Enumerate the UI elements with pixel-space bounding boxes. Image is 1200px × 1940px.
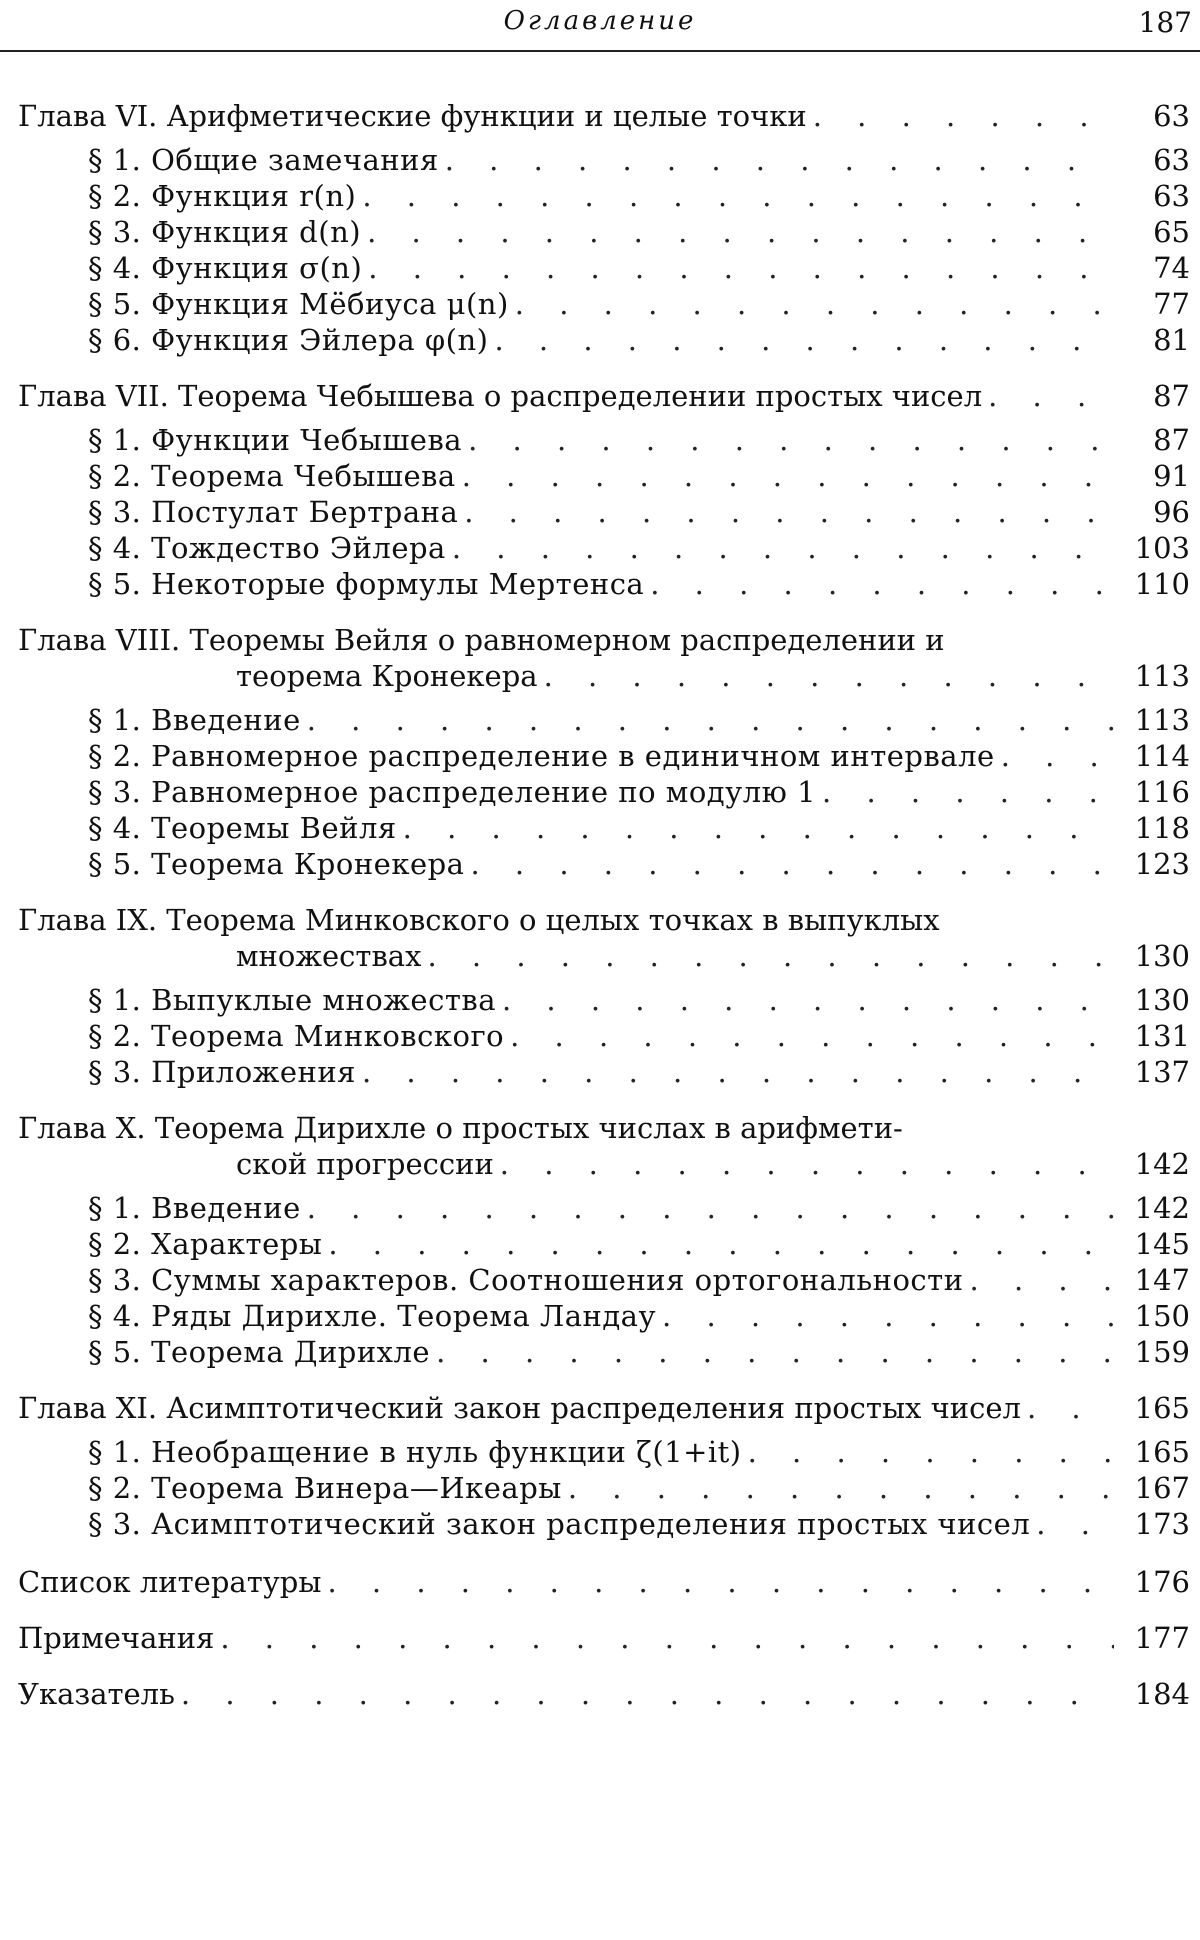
back-matter	[18, 1564, 1190, 1712]
section-entry[interactable]	[18, 422, 1190, 458]
chapter-block	[18, 622, 1190, 882]
section-entry-page: 114	[1134, 739, 1190, 773]
dot-leader	[662, 1298, 1114, 1334]
dot-leader	[500, 1146, 1114, 1182]
back-matter-entry-page: 184	[1134, 1677, 1190, 1711]
dot-leader	[813, 98, 1114, 134]
section-entry-page: 150	[1134, 1299, 1190, 1333]
section-entry-label: § 6. Функция Эйлера φ(n)	[88, 323, 489, 357]
section-entry-label: § 1. Выпуклые множества	[88, 983, 496, 1017]
dot-leader	[452, 530, 1114, 566]
dot-leader	[544, 658, 1114, 694]
section-entry[interactable]	[18, 982, 1190, 1018]
section-entry-label: § 2. Теорема Винера—Икеары	[88, 1471, 562, 1505]
section-entry[interactable]	[18, 286, 1190, 322]
section-entry-label: § 3. Функция d(n)	[88, 215, 362, 249]
section-entry[interactable]	[18, 1226, 1190, 1262]
chapter-block	[18, 1390, 1190, 1542]
chapter-title-line: Глава VIII. Теоремы Вейля о равномерном распределении и	[18, 623, 945, 657]
chapter-entry-label: множествах	[236, 939, 422, 973]
section-entry[interactable]	[18, 1298, 1190, 1334]
section-entry[interactable]	[18, 1506, 1190, 1542]
section-entry[interactable]	[18, 738, 1190, 774]
dot-leader	[515, 286, 1114, 322]
section-entry-label: § 5. Теорема Дирихле	[88, 1335, 431, 1369]
dot-leader	[362, 1054, 1114, 1090]
section-entry-page: 131	[1134, 1019, 1190, 1053]
back-matter-entry[interactable]	[18, 1564, 1190, 1600]
chapter-entry-label: ской прогрессии	[236, 1147, 494, 1181]
dot-leader	[403, 810, 1114, 846]
section-entry-label: § 1. Функции Чебышева	[88, 423, 463, 457]
section-entry[interactable]	[18, 1054, 1190, 1090]
section-entry-page: 147	[1134, 1263, 1190, 1297]
section-entry-page: 81	[1153, 323, 1190, 357]
dot-leader	[1036, 1506, 1114, 1542]
page-number: 187	[1138, 6, 1192, 39]
back-matter-entry-label: Примечания	[18, 1621, 215, 1655]
section-entry-label: § 4. Функция σ(n)	[88, 251, 363, 285]
dot-leader	[470, 846, 1114, 882]
chapter-entry[interactable]	[18, 938, 1190, 974]
section-entry-page: 116	[1134, 775, 1190, 809]
back-matter-entry-page: 177	[1134, 1621, 1190, 1655]
section-entry-label: § 1. Необращение в нуль функции ζ(1+it)	[88, 1435, 742, 1469]
section-entry-page: 167	[1134, 1471, 1190, 1505]
section-entry-label: § 4. Ряды Дирихле. Теорема Ландау	[88, 1299, 657, 1333]
running-title: Оглавление	[503, 6, 697, 36]
section-entry-label: § 2. Равномерное распределение в единичном интервале	[88, 739, 995, 773]
section-entry-label: § 5. Теорема Кронекера	[88, 847, 465, 881]
section-entry[interactable]	[18, 810, 1190, 846]
section-entry-label: § 5. Функция Мёбиуса μ(n)	[88, 287, 509, 321]
section-entry-page: 165	[1134, 1435, 1190, 1469]
section-entry[interactable]	[18, 322, 1190, 358]
dot-leader	[462, 458, 1114, 494]
section-entry-page: 123	[1134, 847, 1190, 881]
chapter-entry-label: Глава XI. Асимптотический закон распределения простых чисел	[18, 1391, 1021, 1425]
dot-leader	[510, 1018, 1114, 1054]
chapter-block	[18, 1110, 1190, 1370]
chapter-entry-label: Глава VI. Арифметические функции и целые точки	[18, 99, 807, 133]
chapter-entry-label: Глава VII. Теорема Чебышева о распределении простых чисел	[18, 379, 983, 413]
section-entry[interactable]	[18, 530, 1190, 566]
dot-leader	[748, 1434, 1114, 1470]
section-entry[interactable]	[18, 846, 1190, 882]
section-entry[interactable]	[18, 214, 1190, 250]
dot-leader	[427, 938, 1114, 974]
back-matter-entry-page: 176	[1134, 1565, 1190, 1599]
chapter-block	[18, 902, 1190, 1090]
back-matter-entry[interactable]	[18, 1620, 1190, 1656]
section-entry[interactable]	[18, 494, 1190, 530]
dot-leader	[1001, 738, 1114, 774]
dot-leader	[436, 1334, 1114, 1370]
section-entry-page: 96	[1153, 495, 1190, 529]
dot-leader	[362, 178, 1114, 214]
section-entry-page: 159	[1134, 1335, 1190, 1369]
section-entry-page: 91	[1153, 459, 1190, 493]
section-entry-page: 77	[1153, 287, 1190, 321]
section-entry-label: § 1. Общие замечания	[88, 143, 439, 177]
section-entry[interactable]	[18, 142, 1190, 178]
section-entry-page: 113	[1134, 703, 1190, 737]
chapter-title-line: Глава IX. Теорема Минковского о целых точках в выпуклых	[18, 903, 940, 937]
section-entry-label: § 4. Тождество Эйлера	[88, 531, 446, 565]
section-entry-label: § 2. Теорема Чебышева	[88, 459, 456, 493]
section-entry[interactable]	[18, 458, 1190, 494]
section-entry-label: § 3. Приложения	[88, 1055, 356, 1089]
section-entry-label: § 5. Некоторые формулы Мертенса	[88, 567, 645, 601]
section-entry-label: § 1. Введение	[88, 1191, 301, 1225]
dot-leader	[568, 1470, 1114, 1506]
chapter-title-line: Глава X. Теорема Дирихле о простых числах в арифмети-	[18, 1111, 903, 1145]
dot-leader	[822, 774, 1114, 810]
section-entry-page: 103	[1134, 531, 1190, 565]
section-entry-page: 65	[1153, 215, 1190, 249]
section-entry-label: § 3. Асимптотический закон распределения простых чисел	[88, 1507, 1031, 1541]
dot-leader	[368, 250, 1114, 286]
chapter-block	[18, 98, 1190, 358]
section-entry[interactable]	[18, 566, 1190, 602]
dot-leader	[445, 142, 1114, 178]
section-entry[interactable]	[18, 702, 1190, 738]
section-entry-page: 130	[1134, 983, 1190, 1017]
section-entry-label: § 3. Постулат Бертрана	[88, 495, 459, 529]
chapter-entry[interactable]	[18, 98, 1190, 134]
dot-leader	[328, 1226, 1114, 1262]
section-entry[interactable]	[18, 1190, 1190, 1226]
dot-leader	[327, 1564, 1114, 1600]
section-entry[interactable]	[18, 1470, 1190, 1506]
chapter-entry-page: 142	[1134, 1147, 1190, 1181]
section-entry-page: 110	[1134, 567, 1190, 601]
dot-leader	[494, 322, 1114, 358]
section-entry-page: 87	[1153, 423, 1190, 457]
chapter-entry-label: теорема Кронекера	[236, 659, 538, 693]
section-entry[interactable]	[18, 1262, 1190, 1298]
section-entry-page: 137	[1134, 1055, 1190, 1089]
section-entry-page: 118	[1134, 811, 1190, 845]
chapter-entry-page: 63	[1153, 99, 1190, 133]
chapter-entry[interactable]	[18, 1390, 1190, 1426]
running-header	[0, 0, 1200, 52]
chapter-entry-page: 130	[1134, 939, 1190, 973]
dot-leader	[970, 1262, 1114, 1298]
dot-leader	[650, 566, 1114, 602]
section-entry[interactable]	[18, 250, 1190, 286]
dot-leader	[220, 1620, 1114, 1656]
section-entry-page: 145	[1134, 1227, 1190, 1261]
dot-leader	[307, 1190, 1114, 1226]
chapter-entry[interactable]	[18, 1146, 1190, 1182]
dot-leader	[988, 378, 1114, 414]
section-entry[interactable]	[18, 1018, 1190, 1054]
section-entry[interactable]	[18, 774, 1190, 810]
chapter-entry[interactable]	[18, 378, 1190, 414]
section-entry-page: 142	[1134, 1191, 1190, 1225]
section-entry-page: 74	[1153, 251, 1190, 285]
section-entry-page: 63	[1153, 143, 1190, 177]
section-entry[interactable]	[18, 178, 1190, 214]
section-entry-label: § 3. Равномерное распределение по модулю 1	[88, 775, 817, 809]
section-entry-label: § 2. Характеры	[88, 1227, 323, 1261]
dot-leader	[181, 1676, 1114, 1712]
chapter-entry-page: 113	[1134, 659, 1190, 693]
section-entry-label: § 2. Теорема Минковского	[88, 1019, 505, 1053]
back-matter-entry-label: Указатель	[18, 1677, 175, 1711]
table-of-contents	[18, 98, 1190, 1732]
dot-leader	[1027, 1390, 1114, 1426]
dot-leader	[464, 494, 1114, 530]
section-entry[interactable]	[18, 1434, 1190, 1470]
section-entry-label: § 4. Теоремы Вейля	[88, 811, 397, 845]
chapter-entry-page: 165	[1134, 1391, 1190, 1425]
section-entry-label: § 2. Функция r(n)	[88, 179, 357, 213]
section-entry-page: 63	[1153, 179, 1190, 213]
dot-leader	[307, 702, 1114, 738]
dot-leader	[502, 982, 1114, 1018]
back-matter-entry-label: Список литературы	[18, 1565, 322, 1599]
header-rule	[0, 50, 1200, 52]
chapter-entry-page: 87	[1153, 379, 1190, 413]
back-matter-entry[interactable]	[18, 1676, 1190, 1712]
section-entry-label: § 3. Суммы характеров. Соотношения ортогональности	[88, 1263, 964, 1297]
section-entry[interactable]	[18, 1334, 1190, 1370]
section-entry-label: § 1. Введение	[88, 703, 301, 737]
section-entry-page: 173	[1134, 1507, 1190, 1541]
chapter-block	[18, 378, 1190, 602]
chapter-entry[interactable]	[18, 658, 1190, 694]
dot-leader	[367, 214, 1114, 250]
dot-leader	[468, 422, 1114, 458]
